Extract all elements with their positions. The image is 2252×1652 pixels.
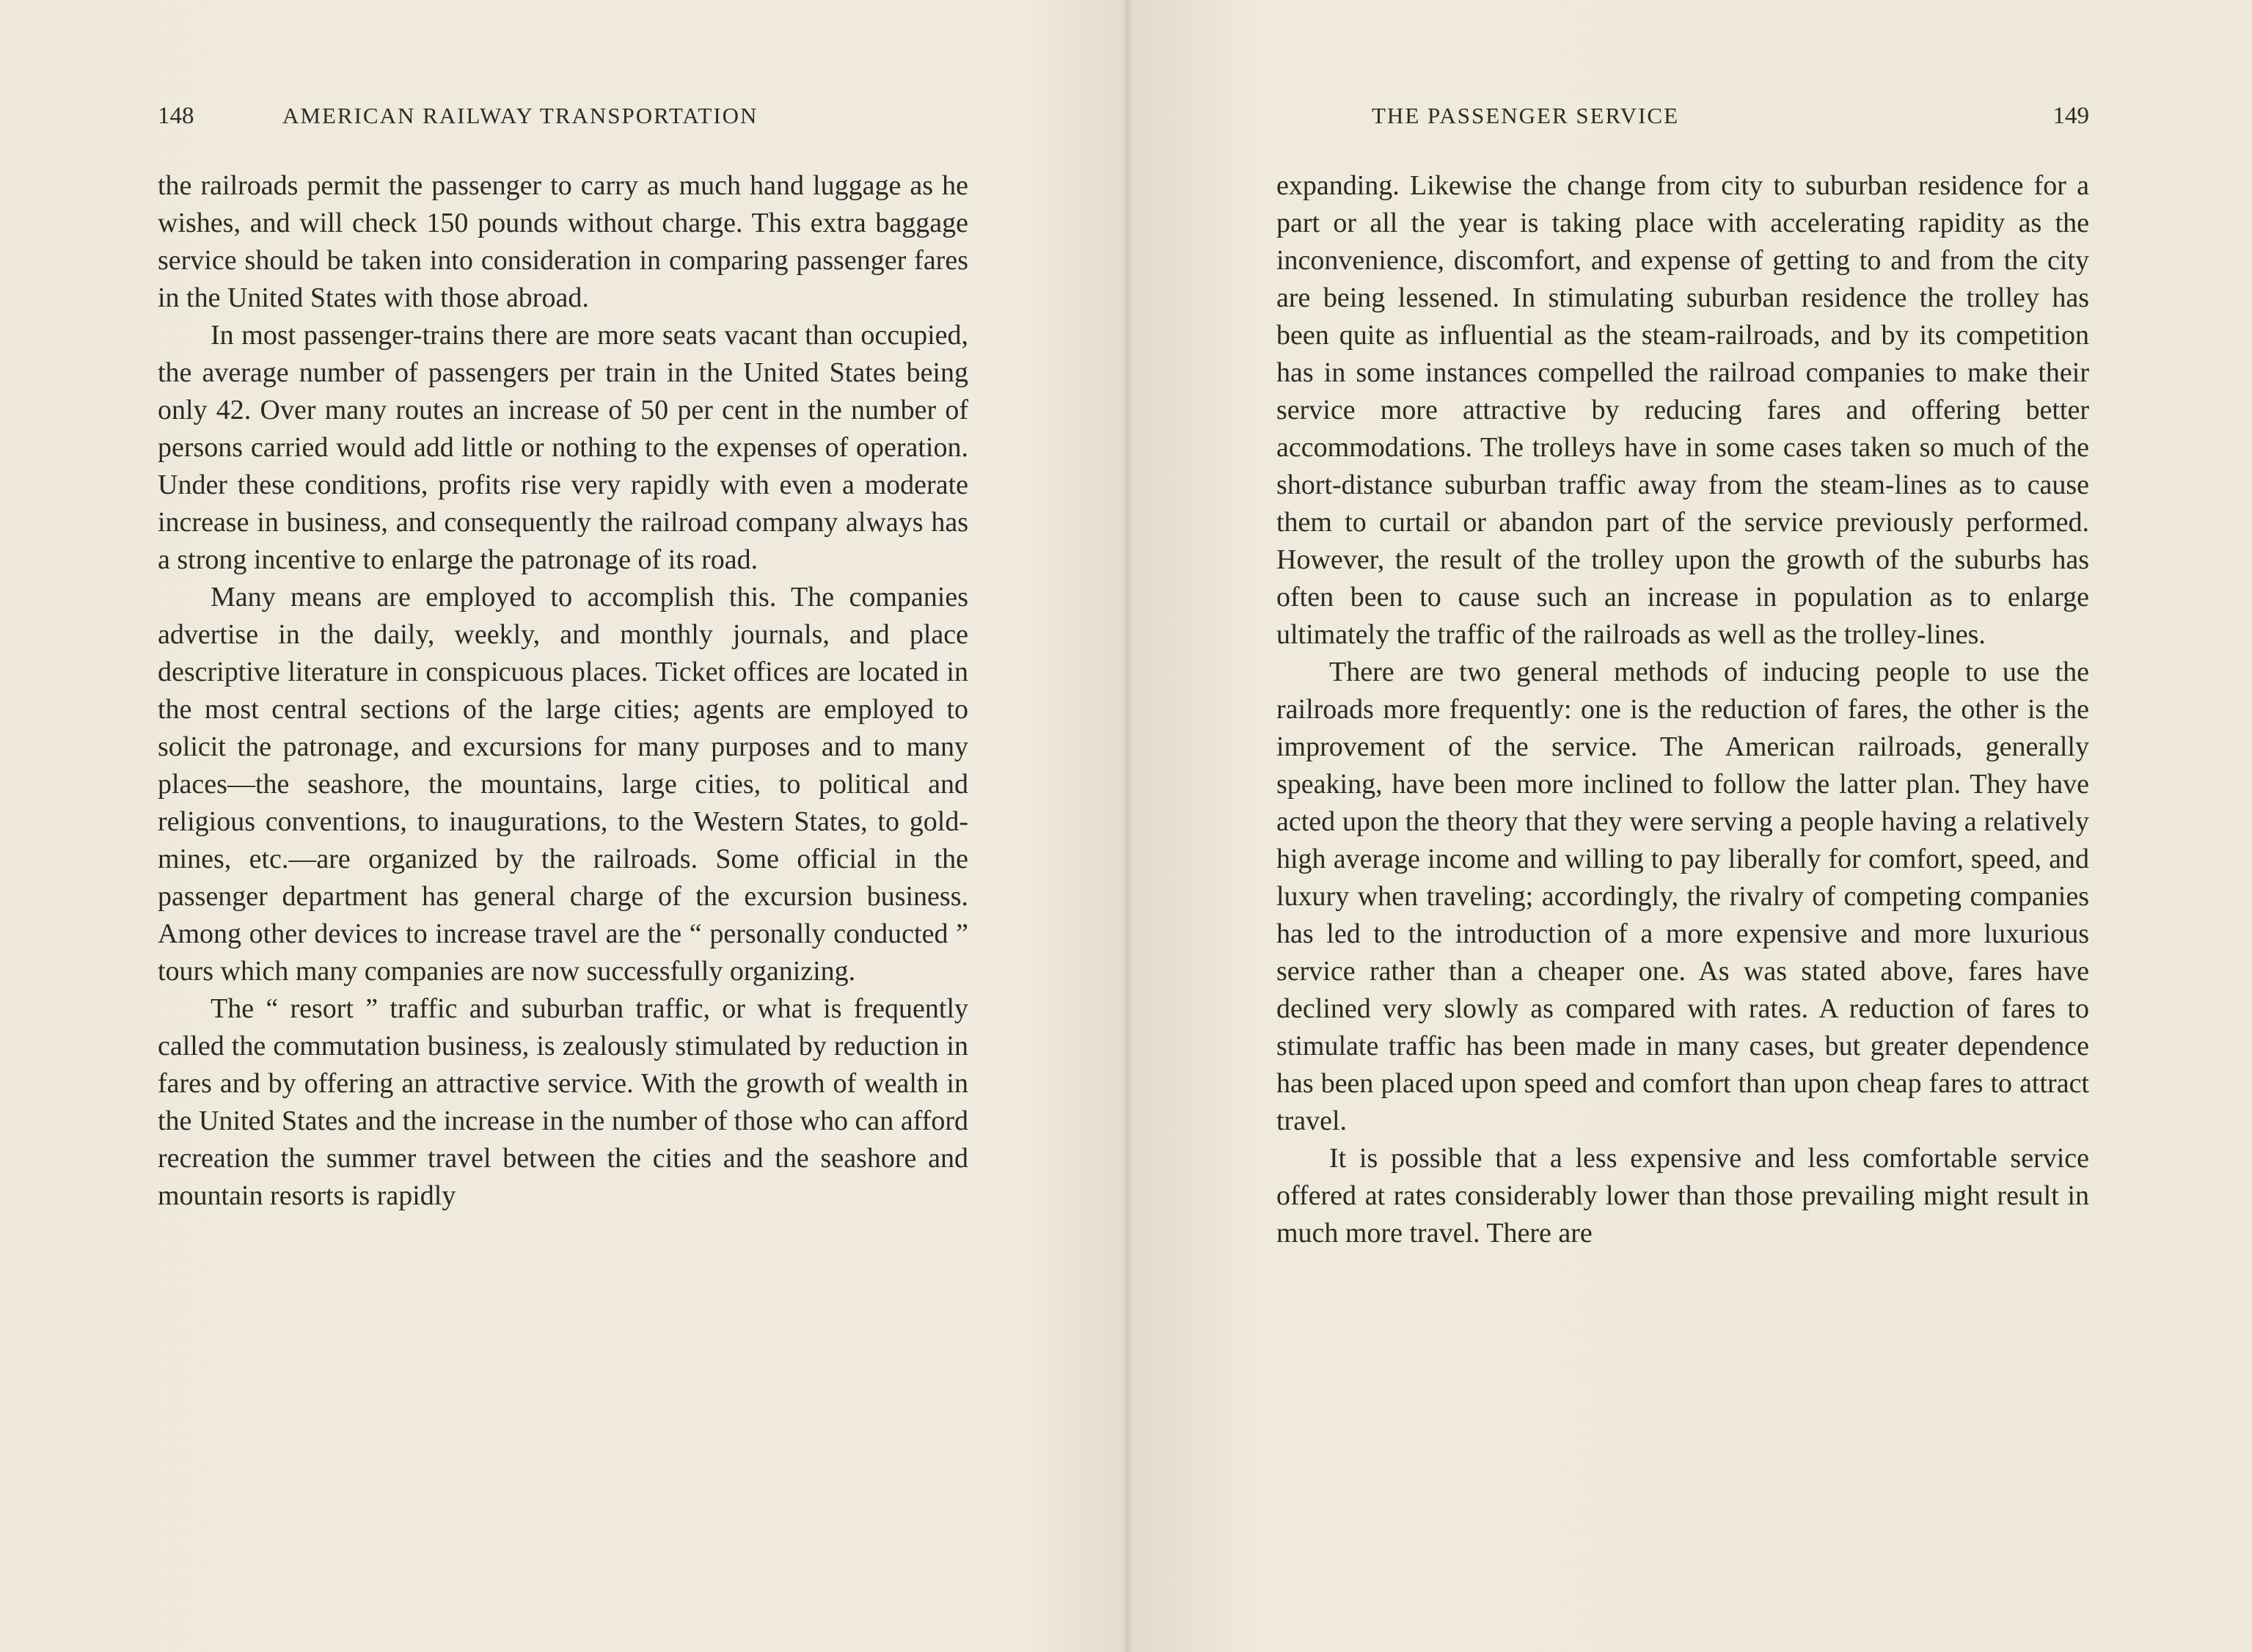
right-body-text [1276, 167, 2089, 1252]
right-page-number: 149 [2052, 103, 2089, 129]
right-paragraph-3: It is possible that a less expensive and less comfortable service offered at rates considerably lower than those prevailing might result in much more travel. There are [1276, 1143, 2089, 1249]
left-paragraph-4: The “ resort ” traffic and suburban traffic, or what is frequently called the commutation business, is zealously stimulated by reduction in fares and by offering an attractive service. With the growth of wealth in the United States and the increase in the number of those who can afford recreation the summer travel between the cities and the seashore and mountain resorts is rapidly [158, 993, 968, 1211]
right-page [1133, 0, 2252, 1652]
left-paragraph-1: the railroads permit the passenger to carry as much hand luggage as he wishes, and will check 150 pounds without charge. This extra baggage service should be taken into consideration in comparing passenger fares in the United States with those abroad. [158, 170, 968, 313]
left-paragraph-2: In most passenger-trains there are more seats vacant than occupied, the average number of passengers per train in the United States being only 42. Over many routes an increase of 50 per cent in the number of persons carried would add little or nothing to the expenses of operation. Under these conditions, profits rise very rapidly with even a moderate increase in business, and consequently the railroad company always has a strong incentive to enlarge the patronage of its road. [158, 320, 968, 575]
left-paragraph-3: Many means are employed to accomplish this. The companies advertise in the daily, weekly, and monthly journals, and place descriptive literature in conspicuous places. Ticket offices are located in the most central sections of the large cities; agents are employed to solicit the patronage, and excursions for many purposes and to many places—the seashore, the mountains, large cities, to political and religious conventions, to inaugurations, to the Western States, to gold-mines, etc.—are organized by the railroads. Some official in the passenger department has general charge of the excursion business. Among other devices to increase travel are the “ personally conducted ” tours which many companies are now successfully organizing. [158, 582, 968, 987]
right-running-head [1276, 103, 2089, 132]
left-page-number: 148 [158, 103, 194, 129]
left-body-text [158, 167, 968, 1215]
right-paragraph-1: expanding. Likewise the change from city to suburban residence for a part or all the year is taking place with accelerating rapidity as the inconvenience, discomfort, and expense of getting to and from the city are being lessened. In stimulating suburban residence the trolley has been quite as influential as the steam-railroads, and by its competition has in some instances compelled the railroad companies to make their service more attractive by reducing fares and offering better accommodations. The trolleys have in some cases taken so much of the short-distance suburban traffic away from the steam-lines as to cause them to curtail or abandon part of the service previously performed. However, the result of the trolley upon the growth of the suburbs has often been to cause such an increase in population as to enlarge ultimately the traffic of the railroads as well as the trolley-lines. [1276, 170, 2089, 650]
left-running-head [158, 103, 968, 132]
right-paragraph-2: There are two general methods of inducing people to use the railroads more frequently: one is the reduction of fares, the other is the improvement of the service. The American railroads, generally speaking, have been more inclined to follow the latter plan. They have acted upon the theory that they were serving a people having a relatively high average income and willing to pay liberally for comfort, speed, and luxury when traveling; accordingly, the rivalry of competing companies has led to the introduction of a more expensive and more luxurious service rather than a cheaper one. As was stated above, fares have declined very slowly as compared with rates. A reduction of fares to stimulate traffic has been made in many cases, but greater dependence has been placed upon speed and comfort than upon cheap fares to attract travel. [1276, 657, 2089, 1136]
left-page [0, 0, 1122, 1652]
left-running-title: AMERICAN RAILWAY TRANSPORTATION [282, 103, 758, 128]
right-running-title: THE PASSENGER SERVICE [1372, 103, 1680, 128]
book-gutter [1122, 0, 1133, 1652]
